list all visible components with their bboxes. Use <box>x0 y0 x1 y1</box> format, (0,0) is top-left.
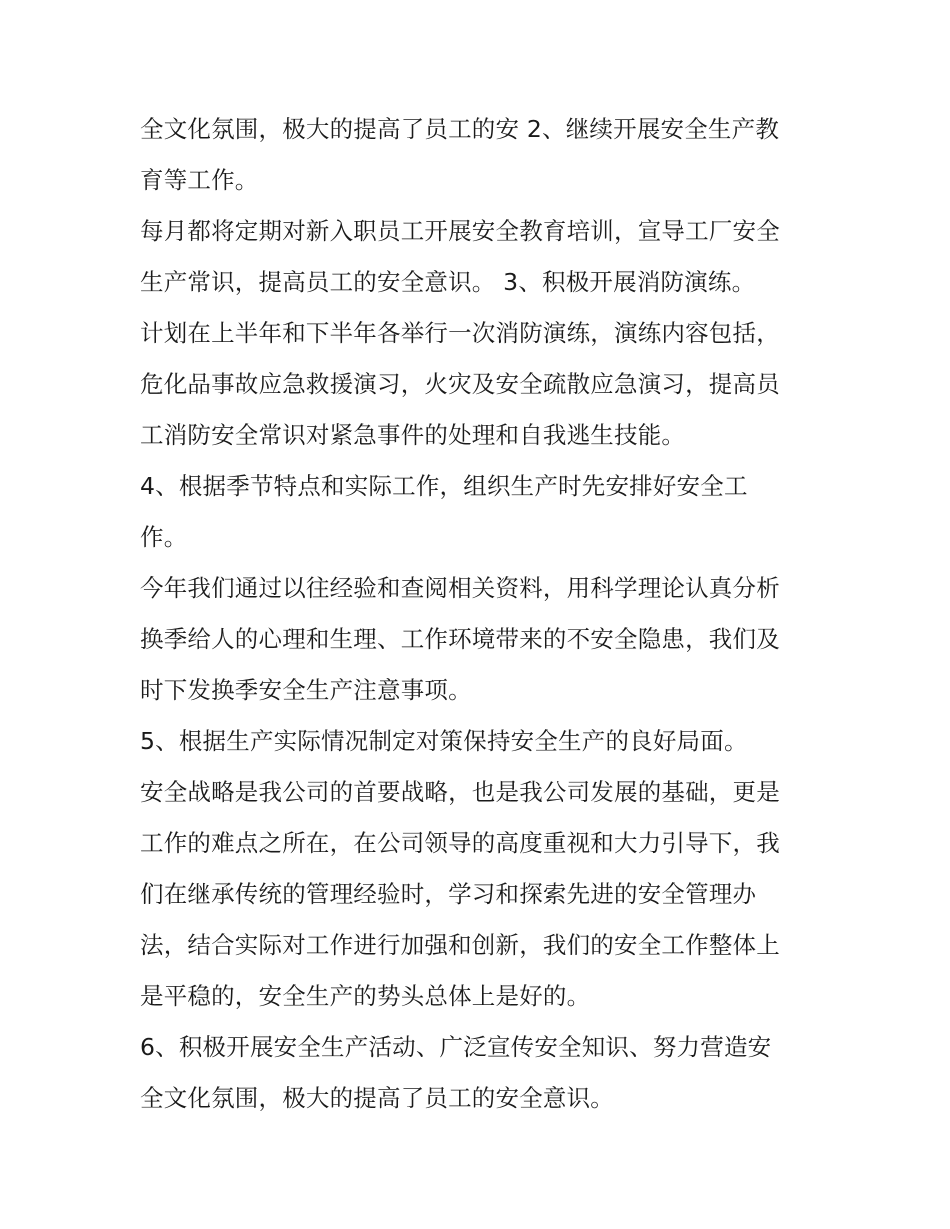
text-line: 工作的难点之所在，在公司领导的高度重视和大力引导下，我 <box>140 829 780 857</box>
text-line: 换季给人的心理和生理、工作环境带来的不安全隐患，我们及 <box>140 625 780 653</box>
text-line: 4、根据季节特点和实际工作，组织生产时先安排好安全工 <box>140 472 748 500</box>
text-line: 工消防安全常识对紧急事件的处理和自我逃生技能。 <box>140 421 686 449</box>
text-line: 是平稳的，安全生产的势头总体上是好的。 <box>140 982 591 1010</box>
text-line: 们在继承传统的管理经验时，学习和探索先进的安全管理办 <box>140 880 757 908</box>
text-line: 今年我们通过以往经验和查阅相关资料，用科学理论认真分析 <box>140 574 780 602</box>
text-line: 6、积极开展安全生产活动、广泛宣传安全知识、努力营造安 <box>140 1033 772 1061</box>
text-line: 育等工作。 <box>140 166 259 194</box>
text-line: 安全战略是我公司的首要战略，也是我公司发展的基础，更是 <box>140 778 780 806</box>
text-line: 法，结合实际对工作进行加强和创新，我们的安全工作整体上 <box>140 931 780 959</box>
text-line: 生产常识，提高员工的安全意识。 3、积极开展消防演练。 <box>140 268 756 296</box>
text-line: 时下发换季安全生产注意事项。 <box>140 676 472 704</box>
text-line: 全文化氛围，极大的提高了员工的安 2、继续开展安全生产教 <box>140 115 780 143</box>
text-line: 每月都将定期对新入职员工开展安全教育培训，宣导工厂安全 <box>140 217 780 245</box>
text-line: 作。 <box>140 523 188 551</box>
text-line: 危化品事故应急救援演习，火灾及安全疏散应急演习，提高员 <box>140 370 780 398</box>
text-line: 计划在上半年和下半年各举行一次消防演练，演练内容包括， <box>140 319 780 347</box>
text-line: 全文化氛围，极大的提高了员工的安全意识。 <box>140 1084 614 1112</box>
text-line: 5、根据生产实际情况制定对策保持安全生产的良好局面。 <box>140 727 748 755</box>
